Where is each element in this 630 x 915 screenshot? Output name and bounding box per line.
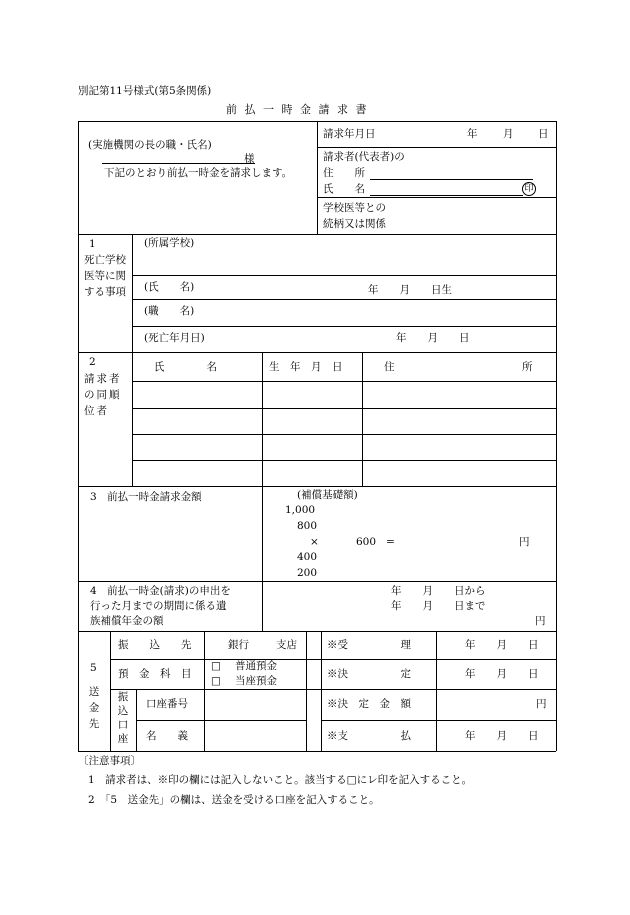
sec4-line-3: 族補償年金の額 — [90, 615, 164, 627]
col-address-header-b: 所 — [522, 361, 533, 373]
sec3-yen: 円 — [519, 536, 530, 548]
receipt-date: 年 月 日 — [465, 639, 539, 651]
bank-label: 銀行 — [228, 639, 249, 651]
seal-mark — [522, 182, 536, 196]
times-sign: × — [310, 536, 319, 548]
form-title: 前 払 一 時 金 請 求 書 — [226, 103, 369, 116]
claimant-name-label: 氏 名 — [323, 183, 365, 195]
death-date-label: (死亡年月日) — [144, 332, 205, 344]
checkbox-futsuu[interactable]: □ — [211, 660, 221, 672]
col-birth-header: 生 年 月 日 — [269, 361, 343, 373]
account-type-label: 預 金 科 目 — [118, 668, 192, 680]
rate-option-400: 400 — [297, 551, 318, 563]
period-from: 年 月 日から — [391, 585, 486, 597]
relation-label-2: 続柄又は関係 — [323, 218, 386, 230]
sec1-title: 死亡学校医等に関する事項 — [84, 254, 126, 298]
transfer-dest-label: 振 込 先 — [118, 639, 192, 651]
request-text: 下記のとおり前払一時金を請求します。 — [104, 167, 293, 179]
address-line — [370, 179, 533, 180]
sec4-yen: 円 — [535, 615, 546, 627]
month-label: 月 — [503, 128, 514, 140]
sec5-title: 送金先 — [88, 686, 100, 730]
furikomi-label: 振込口座 — [117, 691, 129, 745]
sec2-number: 2 — [89, 356, 96, 368]
branch-label: 支店 — [276, 639, 297, 651]
rate-option-800: 800 — [297, 520, 318, 532]
checkbox-touza[interactable]: □ — [211, 675, 221, 687]
touza-label: 当座預金 — [235, 675, 277, 687]
position-label: (職 名) — [144, 305, 195, 317]
period-to: 年 月 日まで — [391, 600, 486, 612]
decision-label: ※決 定 — [327, 668, 411, 680]
birth-date-label: 年 月 日生 — [368, 284, 452, 296]
death-date-value: 年 月 日 — [396, 332, 470, 344]
futsuu-label: 普通預金 — [235, 660, 277, 672]
rate-option-200: 200 — [297, 567, 318, 579]
note-2: 2 「5 送金先」の欄は、送金を受ける口座を記入すること。 — [88, 794, 380, 806]
request-date-label: 請求年月日 — [323, 128, 376, 140]
sec5-number: 5 — [90, 662, 97, 674]
payment-label: ※支 払 — [327, 730, 411, 742]
seal-icon: 印 — [522, 182, 536, 196]
sec1-number: 1 — [89, 238, 96, 250]
notes-heading: 〔注意事項〕 — [78, 755, 141, 767]
sec3-label: 3 前払一時金請求金額 — [90, 491, 202, 503]
agency-underline — [102, 163, 255, 164]
decision-date: 年 月 日 — [465, 668, 539, 680]
form-reference: 別記第11号様式(第5条関係) — [78, 85, 212, 97]
payment-date: 年 月 日 — [465, 730, 539, 742]
day-label: 日 — [538, 128, 549, 140]
base-value: 600 — [356, 536, 377, 548]
year-label: 年 — [467, 128, 478, 140]
agency-label: (実施機関の長の職・氏名) — [88, 139, 212, 151]
address-label: 住 所 — [323, 167, 365, 179]
col-address-header-a: 住 — [384, 361, 395, 373]
decided-amount-yen: 円 — [536, 698, 547, 710]
sec4-line-1: 4 前払一時金(請求)の申出を — [90, 585, 231, 597]
decided-amount-label: ※決 定 金 額 — [327, 698, 411, 710]
school-label: (所属学校) — [144, 237, 195, 249]
rate-option-1000: 1,000 — [285, 504, 316, 516]
account-holder-label: 名 義 — [146, 730, 188, 742]
sec2-title: 請求者の同順位者 — [84, 373, 122, 417]
col-name-header: 氏 名 — [154, 361, 217, 373]
note-1: 1 請求者は、※印の欄には記入しないこと。該当する□にレ印を記入すること。 — [88, 774, 473, 786]
relation-label-1: 学校医等との — [323, 202, 386, 214]
base-amount-label: (補償基礎額) — [297, 489, 358, 501]
equals-sign: = — [386, 536, 395, 548]
claimant-label: 請求者(代表者)の — [323, 151, 405, 163]
name-line — [370, 195, 523, 196]
sama-label: 様 — [244, 153, 255, 165]
account-number-label: 口座番号 — [146, 698, 188, 710]
deceased-name-label: (氏 名) — [144, 281, 195, 293]
receipt-label: ※受 理 — [327, 639, 411, 651]
sec4-line-2: 行った月までの期間に係る遺 — [90, 600, 227, 612]
